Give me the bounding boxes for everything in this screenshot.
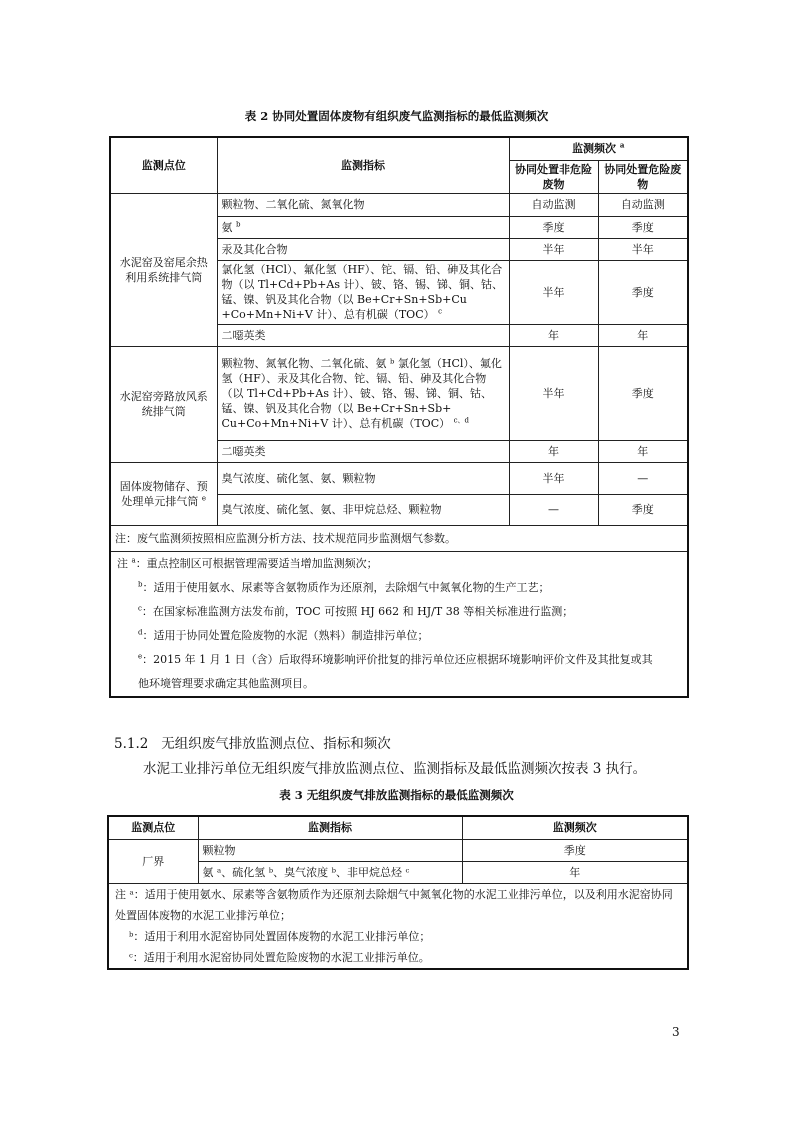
point-bypass: 水泥窑旁路放风系统排气筒 [110,346,217,462]
table2-caption: 表 2 协同处置固体废物有组织废气监测指标的最低监测频次 [244,109,549,123]
indicator-cell: 臭气浓度、硫化氢、氨、颗粒物 [217,462,509,494]
freq-non-hazardous: 自动监测 [509,193,598,216]
t3-freq-cell: 季度 [462,839,688,861]
table2-notes [110,551,688,697]
indicator-cell: 臭气浓度、硫化氢、氨、非甲烷总烃、颗粒物 [217,494,509,525]
freq-non-hazardous: 年 [509,440,598,462]
table3-notes [108,883,688,969]
section-paragraph: 水泥工业排污单位无组织废气排放监测点位、监测指标及最低监测频次按表 3 执行。 [143,761,647,777]
t3-indicator-cell: 颗粒物 [198,839,462,861]
t3-point-boundary: 厂界 [108,839,198,883]
freq-hazardous: 季度 [598,494,688,525]
freq-non-hazardous: 半年 [509,260,598,324]
note-b: $^b$：适用于使用氨水、尿素等含氨物质作为还原剂，去除烟气中氮氧化物的生产工艺； [138,579,550,594]
freq-non-hazardous: 年 [509,324,598,346]
freq-non-hazardous: — [509,494,598,525]
freq-hazardous: 季度 [598,260,688,324]
t3-note-b: ᵇ：适用于利用水泥窑协同处置固体废物的水泥工业排污单位； [129,929,431,943]
freq-hazardous: 季度 [598,216,688,238]
t3-header-indicator: 监测指标 [198,816,462,839]
indicator-cell: 颗粒物、二氧化硫、氮氧化物 [217,193,509,216]
freq-non-hazardous: 半年 [509,346,598,440]
freq-hazardous: 年 [598,324,688,346]
indicator-cell: 氯化氢（HCl）、氟化氢（HF）、铊、镉、铅、砷及其化合物（以 Tl+Cd+Pb+As 计）、铍、铬、锡、锑、铜、钴、锰、镍、钒及其化合物（以 Be+Cr+Sn+Sb+Cu +Co+Mn+Ni+V 计）、总有机碳（TOC） $^c$ [217,260,509,324]
header-monitoring-point: 监测点位 [110,137,217,193]
table2-remark: 注：废气监测须按照相应监测分析方法、技术规范同步监测烟气参数。 [110,525,688,551]
indicator-cell: 二噁英类 [217,440,509,462]
indicator-cell: 汞及其化合物 [217,238,509,260]
header-frequency: 监测频次 $^a$ [509,137,688,160]
note-c: $^c$：在国家标准监测方法发布前，TOC 可按照 HJ 662 和 HJ/T 38 等相关标准进行监测； [138,603,574,618]
indicator-cell: 颗粒物、氮氧化物、二氧化硫、氨 ᵇ 氯化氢（HCl）、氟化氢（HF）、汞及其化合物、铊、镉、铅、砷及其化合物（以 Tl+Cd+Pb+As 计）、铍、铬、锡、锑、铜、钴、锰、镍、钒及其化合物（以 Be+Cr+Sn+Sb+ Cu+Co+Mn+Ni+V 计）、总有机碳（TOC） $^{c、d}$ [217,346,509,440]
table2 [109,136,689,698]
header-col-hazardous: 协同处置危险废物 [598,160,688,193]
t3-note-c: ᶜ：适用于利用水泥窑协同处置危险废物的水泥工业排污单位。 [129,950,430,964]
freq-hazardous: 季度 [598,346,688,440]
freq-non-hazardous: 季度 [509,216,598,238]
point-kiln-tail: 水泥窑及窑尾余热利用系统排气筒 [110,193,217,346]
note-e-continued: 他环境管理要求确定其他监测项目。 [138,676,314,690]
table3 [107,815,689,970]
freq-hazardous: 半年 [598,238,688,260]
freq-non-hazardous: 半年 [509,462,598,494]
note-a: 注 $^a$：重点控制区可根据管理需要适当增加监测频次； [117,555,378,570]
t3-note-a: 注 ᵃ：适用于使用氨水、尿素等含氨物质作为还原剂去除烟气中氮氧化物的水泥工业排污单位，以及利用水泥窑协同处置固体废物的水泥工业排污单位； [115,887,673,922]
page-number: 3 [672,1025,680,1039]
note-d: $^d$：适用于协同处置危险废物的水泥（熟料）制造排污单位； [138,627,429,642]
header-monitoring-indicator: 监测指标 [217,137,509,193]
point-storage: 固体废物储存、预处理单元排气筒 $^e$ [110,462,217,525]
header-col-non-hazardous: 协同处置非危险废物 [509,160,598,193]
freq-hazardous: 自动监测 [598,193,688,216]
freq-hazardous: — [598,462,688,494]
indicator-cell: 氨 $^b$ [217,216,509,238]
note-e: $^e$：2015 年 1 月 1 日（含）后取得环境影响评价批复的排污单位还应根据环境影响评价文件及其批复或其 [138,651,653,666]
freq-hazardous: 年 [598,440,688,462]
freq-non-hazardous: 半年 [509,238,598,260]
t3-header-point: 监测点位 [108,816,198,839]
t3-header-frequency: 监测频次 [462,816,688,839]
section-heading: 5.1.2 无组织废气排放监测点位、指标和频次 [114,736,391,752]
t3-freq-cell: 年 [462,861,688,883]
indicator-cell: 二噁英类 [217,324,509,346]
table3-caption: 表 3 无组织废气排放监测指标的最低监测频次 [279,788,514,802]
t3-indicator-cell: 氨 ᵃ、硫化氢 ᵇ、臭气浓度 ᵇ、非甲烷总烃 ᶜ [198,861,462,883]
